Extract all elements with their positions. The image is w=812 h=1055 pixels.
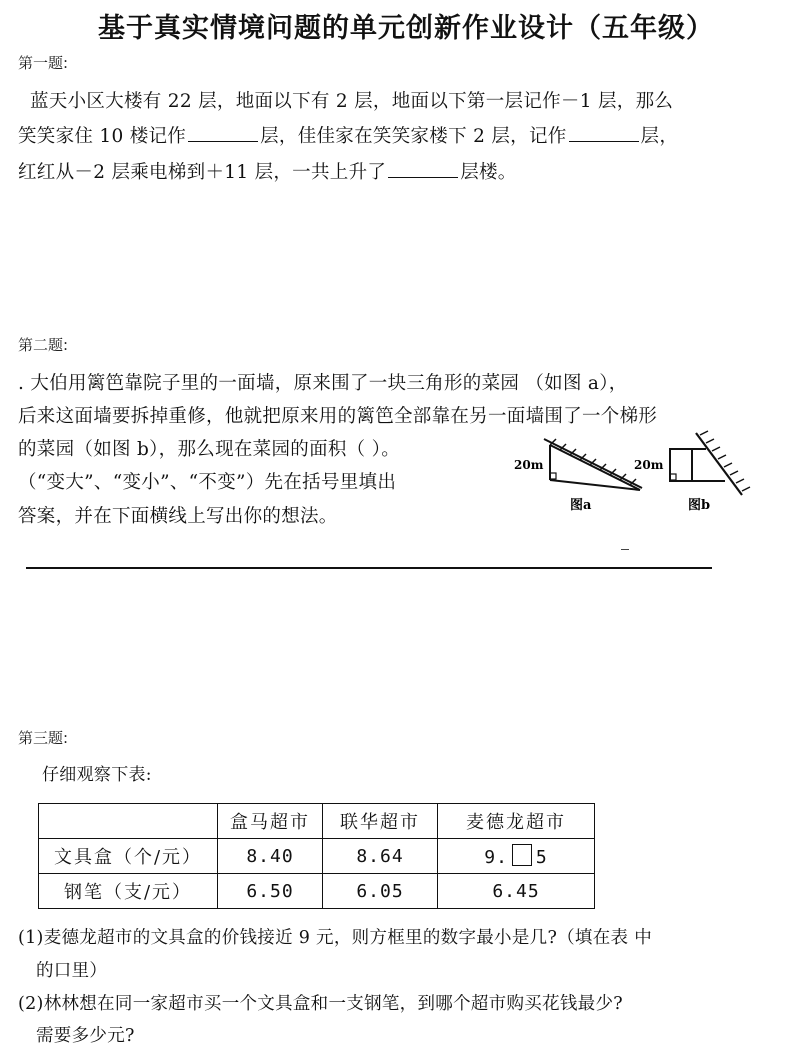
q3-label: 第三题: [18,729,69,747]
price-prefix: 9. [484,847,508,868]
price-table [38,803,595,909]
stray-mark [621,549,629,550]
q2-label: 第二题: [18,336,69,354]
q1-blank-3[interactable] [388,176,458,178]
table-cell: 6.05 [323,874,438,909]
table-header-row [39,804,595,839]
table-header-cell [39,804,218,839]
q3-part-1-line-1: (1)麦德龙超市的文具盒的价钱接近 9 元，则方框里的数字最小是几?（填在表 中 [18,928,652,948]
q1-line-2 [18,122,678,148]
q3-part-2-line-1: (2)林林想在同一家超市买一个文具盒和一支钢笔，到哪个超市购买花钱最少? [18,994,623,1014]
table-cell [438,839,595,874]
table-row [39,839,595,874]
q2-line-4: （“变大”、“变小”、“不变”）先在括号里填出 [18,472,397,493]
q1-label: 第一题: [18,54,69,72]
q1-line-2-part-b: 层，佳佳家在笑笑家楼下 2 层，记作 [260,126,567,147]
q3-part-2-line-2: 需要多少元? [36,1026,135,1046]
q3-part-1-line-2: 的口里） [36,961,108,981]
table-cell: 8.64 [323,839,438,874]
price-suffix: 5 [535,847,548,868]
table-header-cell: 麦德龙超市 [438,804,595,839]
table-cell: 8.40 [218,839,323,874]
q1-line-1: 蓝天小区大楼有 22 层，地面以下有 2 层，地面以下第一层记作－1 层，那么 [30,91,674,112]
figure-a-side-label: 20m [514,458,544,472]
q1-line-3-part-b: 层楼。 [460,162,517,183]
q2-line-2: 后来这面墙要拆掉重修，他就把原来用的篱笆全部靠在另一面墙围了一个梯形 [18,406,658,427]
garden-figures [510,425,760,525]
figure-a-triangle [544,439,642,490]
q1-line-3 [18,158,517,184]
q1-blank-2[interactable] [569,140,639,142]
figure-b-side-label: 20m [634,458,664,472]
table-header-cell: 盒马超市 [218,804,323,839]
table-cell: 文具盒（个/元） [39,839,218,874]
q2-answer-line[interactable] [26,567,712,569]
table-cell: 6.45 [438,874,595,909]
q1-line-3-part-a: 红红从－2 层乘电梯到＋11 层，一共上升了 [18,162,387,183]
table-header-cell: 联华超市 [323,804,438,839]
q1-line-2-part-c: 层， [640,126,679,147]
q1-line-2-part-a: 笑笑家住 10 楼记作 [18,126,187,147]
figure-b-trapezoid [670,431,750,495]
q2-line-3: 的菜园（如图 b），那么现在菜园的面积（ ）。 [18,439,401,460]
q2-line-1: . 大伯用篱笆靠院子里的一面墙，原来围了一块三角形的菜园 （如图 a）， [18,373,628,394]
q1-blank-1[interactable] [188,140,258,142]
q3-intro: 仔细观察下表: [42,765,152,785]
page-title: 基于真实情境问题的单元创新作业设计（五年级） [98,13,714,44]
figure-a-caption: 图a [570,498,592,513]
figure-b-caption: 图b [688,498,711,513]
table-row [39,874,595,909]
missing-digit-box[interactable] [512,844,532,866]
table-cell: 钢笔（支/元） [39,874,218,909]
q2-line-5: 答案，并在下面横线上写出你的想法。 [18,506,338,527]
table-cell: 6.50 [218,874,323,909]
